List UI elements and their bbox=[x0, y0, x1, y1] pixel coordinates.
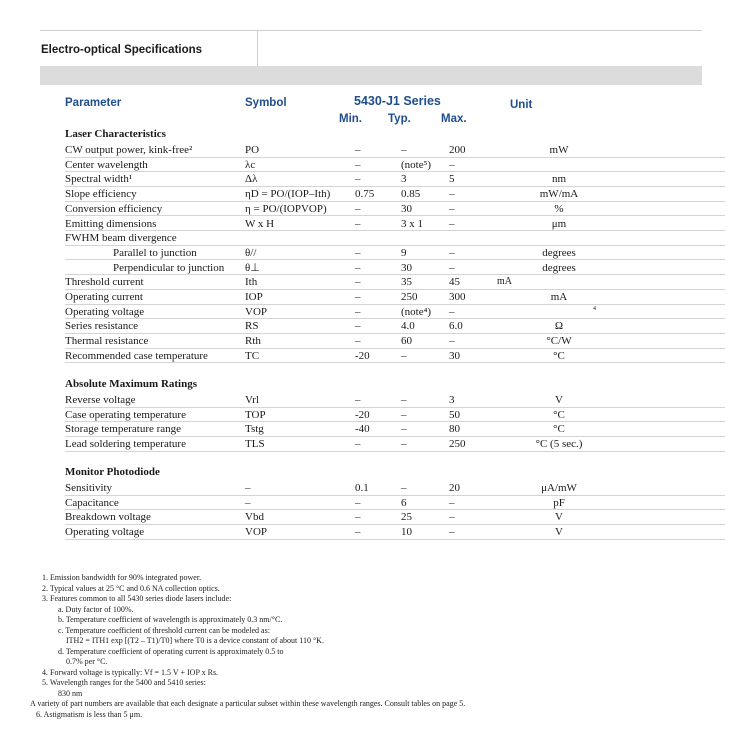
footnote: d. Temperature coefficient of operating current is approximately 0.5 to bbox=[58, 646, 284, 656]
table-row bbox=[65, 245, 725, 261]
typ-cell: 6 bbox=[401, 496, 407, 509]
unit-cell: pF bbox=[553, 496, 565, 509]
max-cell: 45 bbox=[449, 276, 460, 289]
unit-cell: nm bbox=[551, 173, 567, 186]
typ-cell: 250 bbox=[401, 291, 418, 303]
table-row bbox=[65, 304, 725, 320]
max-cell: 30 bbox=[449, 349, 460, 362]
symbol-cell: VOP bbox=[245, 526, 268, 539]
unit-cell: °C/W bbox=[546, 335, 572, 348]
table-row bbox=[65, 348, 725, 364]
symbol-cell: IOP bbox=[245, 291, 263, 303]
symbol-cell: PO bbox=[245, 144, 260, 156]
typ-cell: 30 bbox=[401, 261, 412, 274]
typ-cell: 60 bbox=[401, 335, 412, 348]
symbol-cell: RS bbox=[245, 320, 259, 333]
min-cell: – bbox=[355, 305, 361, 318]
table-row bbox=[65, 421, 725, 437]
typ-cell: 0.85 bbox=[401, 188, 421, 201]
min-cell: 0.75 bbox=[355, 188, 375, 201]
min-cell: – bbox=[355, 511, 361, 524]
parameter-cell: Operating voltage bbox=[65, 526, 145, 539]
footnote: ITH2 = ITH1 exp [(T2 – T1)/T0] where T0 is a device constant of about 110 °K. bbox=[66, 636, 324, 645]
parameter-cell: Spectral width¹ bbox=[65, 173, 133, 186]
table-row bbox=[65, 157, 725, 173]
col-header-max: Max. bbox=[441, 113, 467, 125]
parameter-cell: CW output power, kink-free² bbox=[65, 144, 193, 156]
typ-cell: 3 bbox=[401, 173, 407, 186]
footnote: 2. Typical values at 25 °C and 0.6 NA collection optics. bbox=[42, 583, 220, 593]
parameter-cell: Operating voltage bbox=[65, 305, 145, 318]
parameter-cell: Lead soldering temperature bbox=[65, 438, 186, 451]
table-row bbox=[65, 142, 725, 158]
unit-cell: mW/mA bbox=[539, 188, 579, 201]
symbol-cell: θ// bbox=[245, 246, 257, 259]
parameter-cell: Sensitivity bbox=[65, 482, 113, 494]
footnote: A variety of part numbers are available that each designate a particular subset within these wavelength ranges. Consult tables on page 5. bbox=[30, 699, 466, 708]
symbol-cell: TLS bbox=[245, 438, 265, 451]
max-cell: – bbox=[449, 511, 455, 524]
min-cell: – bbox=[355, 291, 361, 303]
typ-cell: (note⁴) bbox=[401, 305, 432, 318]
min-cell: – bbox=[355, 144, 361, 156]
table-row bbox=[65, 392, 725, 408]
parameter-cell: Case operating temperature bbox=[65, 408, 186, 421]
parameter-cell: Capacitance bbox=[65, 496, 119, 509]
col-header-parameter: Parameter bbox=[65, 97, 122, 109]
symbol-cell: – bbox=[245, 496, 251, 509]
symbol-cell: λc bbox=[245, 158, 256, 171]
table-row bbox=[65, 480, 725, 496]
unit-cell: degrees bbox=[542, 261, 576, 274]
unit-cell: μA/mW bbox=[541, 482, 577, 494]
table-row bbox=[65, 216, 725, 232]
unit-cell: °C bbox=[553, 349, 565, 362]
table-row bbox=[65, 274, 725, 290]
table-row bbox=[65, 407, 725, 423]
col-header-series: 5430-J1 Series bbox=[354, 94, 441, 108]
typ-cell: (note⁵) bbox=[401, 158, 432, 171]
col-header-typ: Typ. bbox=[388, 113, 411, 125]
footnote: 1. Emission bandwidth for 90% integrated power. bbox=[42, 573, 202, 582]
typ-cell: 25 bbox=[401, 511, 412, 524]
unit-cell: V bbox=[555, 394, 563, 406]
section-title: Monitor Photodiode bbox=[65, 466, 160, 478]
table-row bbox=[65, 186, 725, 202]
max-cell: – bbox=[449, 202, 455, 215]
max-cell: 3 bbox=[449, 394, 455, 406]
max-cell: – bbox=[449, 261, 455, 274]
max-cell: – bbox=[449, 335, 455, 348]
min-cell: – bbox=[355, 246, 361, 259]
symbol-cell: Δλ bbox=[245, 173, 258, 186]
parameter-cell: Storage temperature range bbox=[65, 423, 182, 436]
table-row bbox=[65, 171, 725, 187]
page-title: Electro-optical Specifications bbox=[41, 44, 203, 56]
max-cell: – bbox=[449, 526, 455, 539]
symbol-cell: – bbox=[245, 482, 251, 494]
min-cell: – bbox=[355, 320, 361, 333]
typ-cell: 4.0 bbox=[401, 320, 415, 333]
min-cell: -40 bbox=[355, 423, 370, 436]
typ-cell: – bbox=[401, 144, 407, 156]
parameter-cell: Operating current bbox=[65, 291, 143, 303]
col-header-unit: Unit bbox=[510, 99, 533, 111]
table-row bbox=[65, 333, 725, 349]
footnote: b. Temperature coefficient of wavelength is approximately 0.3 nm/°C. bbox=[58, 615, 283, 624]
unit-cell: V bbox=[555, 511, 563, 524]
footnote: 4. Forward voltage is typically: Vf = 1.5 V + IOP x Rs. bbox=[42, 667, 219, 677]
table-row bbox=[65, 289, 725, 305]
min-cell: – bbox=[355, 335, 361, 348]
typ-cell: – bbox=[401, 394, 407, 406]
top-rule bbox=[40, 30, 702, 31]
typ-cell: – bbox=[401, 482, 407, 494]
symbol-cell: η = PO/(IOPVOP) bbox=[245, 202, 327, 215]
max-cell: – bbox=[449, 188, 455, 201]
symbol-cell: θ⊥ bbox=[245, 261, 260, 274]
max-cell: – bbox=[449, 496, 455, 509]
min-cell: – bbox=[355, 276, 361, 289]
unit-cell: °C bbox=[553, 423, 565, 436]
symbol-cell: TC bbox=[245, 349, 260, 362]
stray-note-mark: 4 bbox=[593, 306, 596, 312]
parameter-cell: Center wavelength bbox=[65, 158, 148, 171]
parameter-cell: FWHM beam divergence bbox=[65, 232, 177, 245]
max-cell: 250 bbox=[449, 438, 466, 451]
unit-cell: μm bbox=[551, 217, 567, 230]
max-cell: 6.0 bbox=[449, 320, 463, 333]
unit-cell: Ω bbox=[554, 320, 564, 333]
unit-cell: % bbox=[554, 202, 564, 215]
min-cell: – bbox=[355, 496, 361, 509]
max-cell: 5 bbox=[449, 173, 455, 186]
symbol-cell: ηD = PO/(IOP–Ith) bbox=[245, 188, 331, 201]
typ-cell: – bbox=[401, 408, 407, 421]
unit-cell: °C bbox=[553, 408, 565, 421]
min-cell: 0.1 bbox=[355, 482, 369, 494]
min-cell: – bbox=[355, 261, 361, 274]
table-row bbox=[65, 230, 725, 246]
max-cell: 300 bbox=[449, 291, 466, 303]
min-cell: – bbox=[355, 202, 361, 215]
symbol-cell: Vbd bbox=[245, 511, 264, 524]
typ-cell: 9 bbox=[401, 246, 407, 259]
parameter-cell: Thermal resistance bbox=[65, 335, 149, 348]
footnote: 6. Astigmatism is less than 5 μm. bbox=[36, 709, 143, 719]
parameter-cell: Series resistance bbox=[65, 320, 138, 333]
table-row bbox=[65, 495, 725, 511]
min-cell: – bbox=[355, 526, 361, 539]
unit-cell: mW bbox=[549, 144, 569, 156]
min-cell: -20 bbox=[355, 408, 370, 421]
max-cell: 20 bbox=[449, 482, 460, 494]
footnote: a. Duty factor of 100%. bbox=[58, 604, 134, 614]
table-row bbox=[65, 436, 725, 452]
parameter-cell: Perpendicular to junction bbox=[113, 261, 225, 274]
footnote: 830 nm bbox=[58, 688, 83, 698]
footnote: 3. Features common to all 5430 series diode lasers include: bbox=[42, 594, 232, 603]
section-title: Absolute Maximum Ratings bbox=[65, 378, 198, 390]
extra-unit-cell: mA bbox=[497, 276, 512, 288]
unit-cell: V bbox=[555, 526, 563, 539]
symbol-cell: Tstg bbox=[245, 423, 264, 436]
symbol-cell: VOP bbox=[245, 305, 268, 318]
typ-cell: – bbox=[401, 349, 407, 362]
header-band bbox=[40, 66, 702, 85]
max-cell: 50 bbox=[449, 408, 460, 421]
parameter-cell: Threshold current bbox=[65, 276, 144, 289]
typ-cell: 35 bbox=[401, 276, 412, 289]
min-cell: – bbox=[355, 158, 361, 171]
unit-cell: °C (5 sec.) bbox=[535, 438, 583, 451]
min-cell: – bbox=[355, 394, 361, 406]
unit-cell: mA bbox=[550, 291, 568, 303]
max-cell: – bbox=[449, 217, 455, 230]
footnote: c. Temperature coefficient of threshold current can be modeled as: bbox=[58, 625, 270, 635]
unit-cell: degrees bbox=[542, 246, 576, 259]
min-cell: – bbox=[355, 438, 361, 451]
typ-cell: – bbox=[401, 438, 407, 451]
min-cell: -20 bbox=[355, 349, 370, 362]
typ-cell: 10 bbox=[401, 526, 412, 539]
max-cell: – bbox=[449, 305, 455, 318]
max-cell: 200 bbox=[449, 144, 466, 156]
symbol-cell: W x H bbox=[245, 217, 275, 230]
table-row bbox=[65, 524, 725, 540]
typ-cell: – bbox=[401, 423, 407, 436]
max-cell: 80 bbox=[449, 423, 460, 436]
col-header-min: Min. bbox=[339, 113, 362, 125]
footnote: 0.7% per °C. bbox=[66, 657, 108, 666]
table-row bbox=[65, 201, 725, 217]
parameter-cell: Parallel to junction bbox=[113, 246, 197, 259]
min-cell: – bbox=[355, 217, 361, 230]
table-row bbox=[65, 260, 725, 276]
min-cell: – bbox=[355, 173, 361, 186]
symbol-cell: Vrl bbox=[245, 394, 260, 406]
symbol-cell: Ith bbox=[245, 276, 258, 289]
section-title: Laser Characteristics bbox=[65, 128, 166, 140]
footnote: 5. Wavelength ranges for the 5400 and 5410 series: bbox=[42, 678, 206, 687]
parameter-cell: Conversion efficiency bbox=[65, 202, 163, 215]
parameter-cell: Slope efficiency bbox=[65, 188, 137, 201]
typ-cell: 3 x 1 bbox=[401, 217, 423, 230]
parameter-cell: Reverse voltage bbox=[65, 394, 136, 406]
table-row bbox=[65, 509, 725, 525]
max-cell: – bbox=[449, 158, 455, 171]
col-header-symbol: Symbol bbox=[245, 97, 287, 109]
table-row bbox=[65, 318, 725, 334]
parameter-cell: Emitting dimensions bbox=[65, 217, 157, 230]
parameter-cell: Breakdown voltage bbox=[65, 511, 151, 524]
parameter-cell: Recommended case temperature bbox=[65, 349, 208, 362]
max-cell: – bbox=[449, 246, 455, 259]
symbol-cell: TOP bbox=[245, 408, 266, 421]
typ-cell: 30 bbox=[401, 202, 412, 215]
symbol-cell: Rth bbox=[245, 335, 261, 348]
